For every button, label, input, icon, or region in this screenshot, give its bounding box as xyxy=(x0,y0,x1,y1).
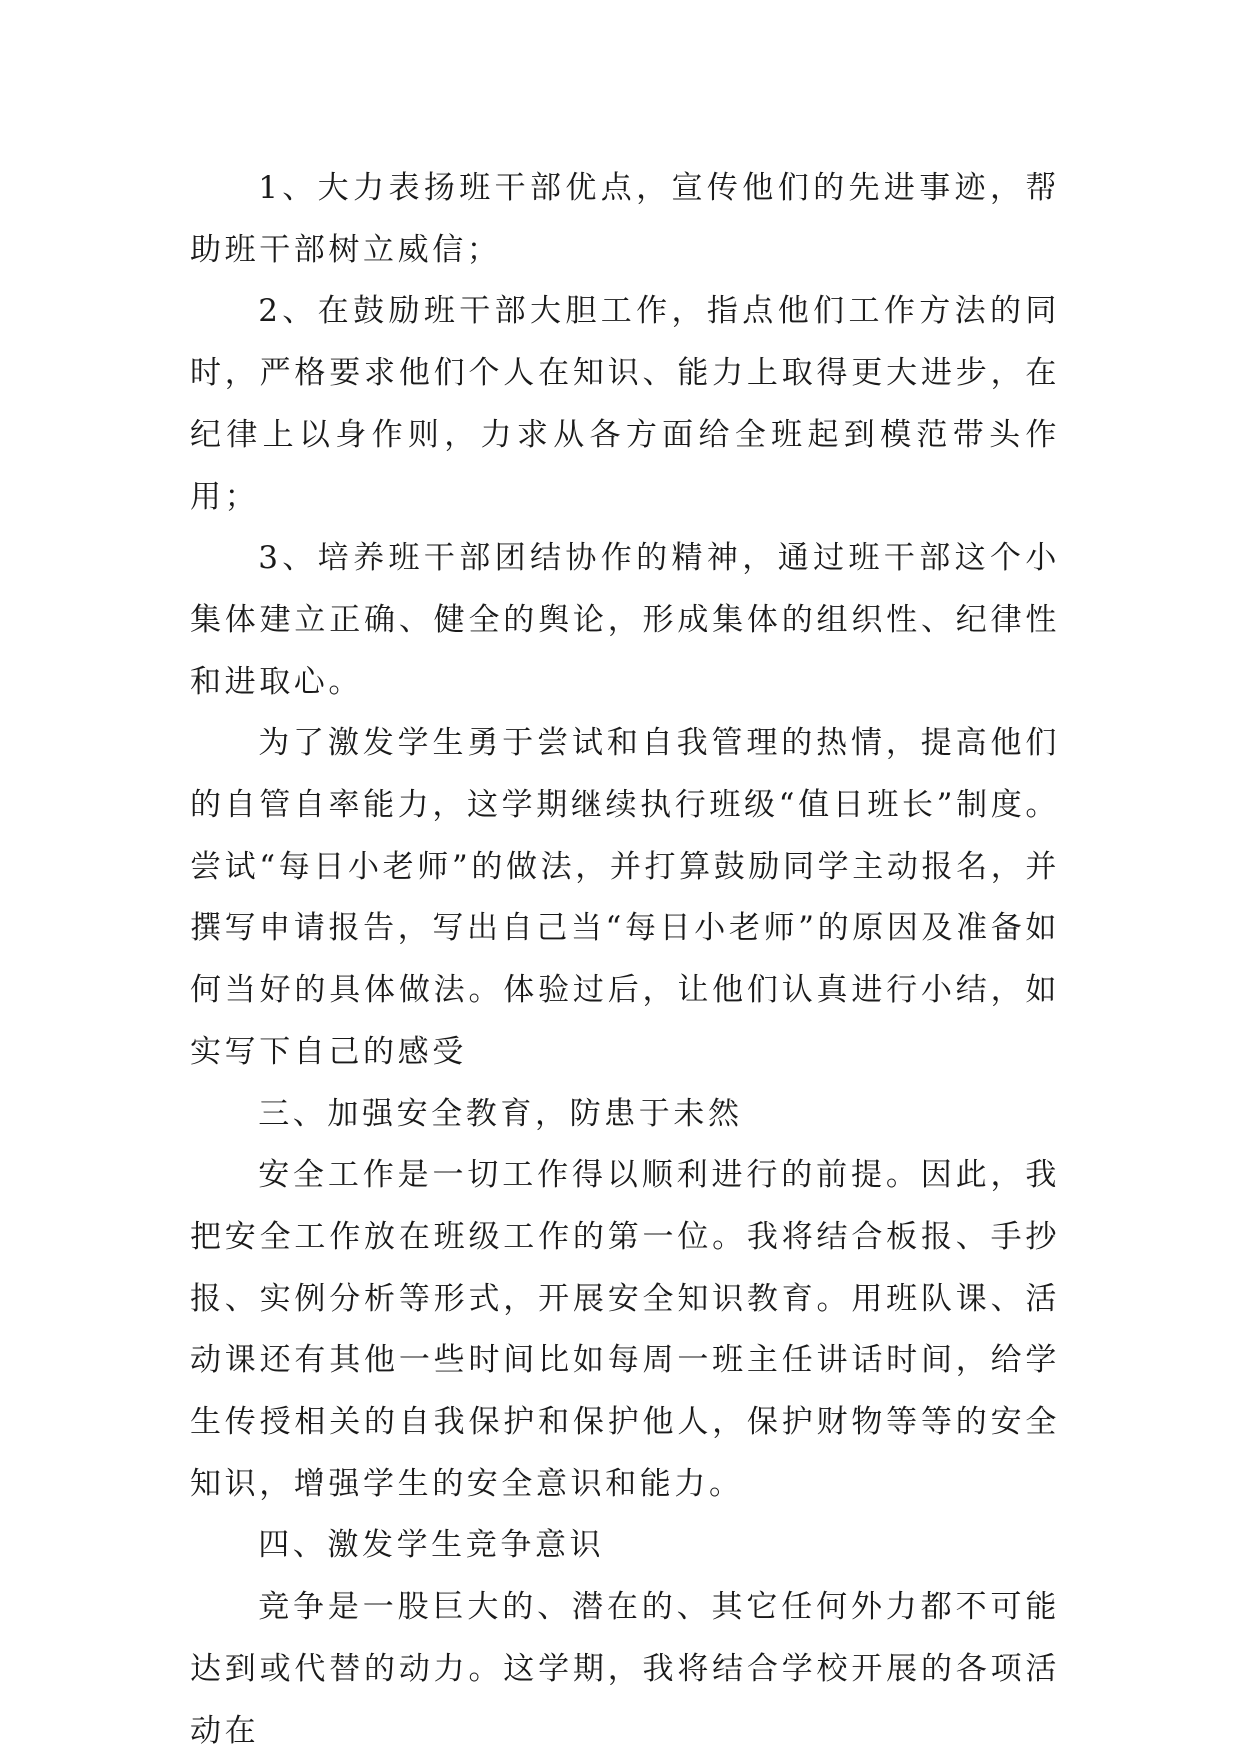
section-heading-safety: 三、加强安全教育，防患于未然 xyxy=(258,1095,743,1132)
paragraph-item-1: 1、大力表扬班干部优点，宣传他们的先进事迹，帮助班干部树立威信； xyxy=(190,170,1060,268)
paragraph-competition: 竞争是一股巨大的、潜在的、其它任何外力都不可能达到或代替的动力。这学期，我将结合学校开展的各项活动在 xyxy=(190,1589,1060,1749)
paragraph-daily-monitor: 为了激发学生勇于尝试和自我管理的热情，提高他们的自管自率能力，这学期继续执行班级“值日班长”制度。尝试“每日小老师”的做法，并打算鼓励同学主动报名，并撰写申请报告，写出自己当“每日小老师”的原因及准备如何当好的具体做法。体验过后，让他们认真进行小结，如实写下自己的感受 xyxy=(190,725,1060,1070)
paragraph-item-3: 3、培养班干部团结协作的精神，通过班干部这个小集体建立正确、健全的舆论，形成集体的组织性、纪律性和进取心。 xyxy=(190,540,1060,700)
section-heading-competition: 四、激发学生竞争意识 xyxy=(258,1527,605,1564)
document-body xyxy=(190,158,1060,1762)
paragraph-item-2: 2、在鼓励班干部大胆工作，指点他们工作方法的同时，严格要求他们个人在知识、能力上取得更大进步，在纪律上以身作则，力求从各方面给全班起到模范带头作用； xyxy=(190,293,1060,515)
paragraph-safety: 安全工作是一切工作得以顺利进行的前提。因此，我把安全工作放在班级工作的第一位。我将结合板报、手抄报、实例分析等形式，开展安全知识教育。用班队课、活动课还有其他一些时间比如每周一班主任讲话时间，给学生传授相关的自我保护和保护他人，保护财物等等的安全知识，增强学生的安全意识和能力。 xyxy=(190,1157,1060,1502)
